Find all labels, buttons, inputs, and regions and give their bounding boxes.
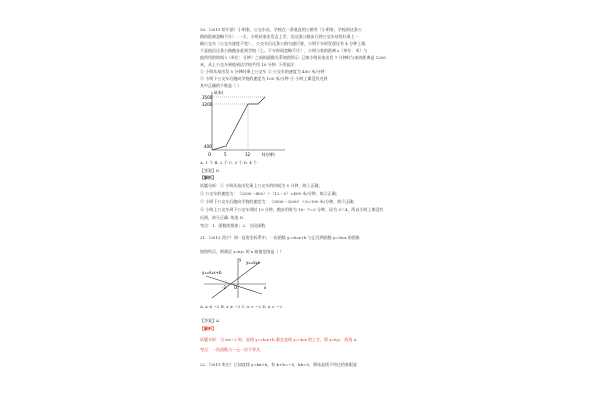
q21-analysis-line: 试题分析：当 x≤−2 时，直线 y₁=k₁x+b 都在直线 y₂=k₂x 的上方，即 y₁≥y₂．故选 A． [200, 337, 361, 342]
q20-line: 辆公交车（公交车速度不变），公交车沿这条公路匀速行驶，小明下车时发现还有 4 分钟上课， [200, 41, 370, 46]
q20-analysis-line: ③ 小明下公交车后跑向学校的速度为：（3500－3200）÷3=100 米/分钟，故③正确； [200, 199, 358, 204]
q20-line: 米，从上公交车到他到达学校共用 10 分钟. 下列说法： [200, 62, 299, 67]
tick-label: 5 [224, 152, 227, 157]
q20-answer: 【答案】D. [200, 168, 221, 173]
q20-line: ① 小明从家出发 5 分钟时乘上公交车 ② 公交车的速度为 400 米/分钟 [200, 69, 325, 74]
q20-line: 20.（2015 哈尔滨）小明家、公交车站、学校在一条笔直的公路旁（小明家、学校到这条公 [200, 27, 362, 32]
origin-label: O [234, 285, 238, 290]
axis-label: s(米) [214, 90, 224, 95]
axis-label: y [239, 257, 242, 262]
q21-line: 如图所示，则满足 y₁≥y₂ 的 x 取值范围是（ ） [200, 249, 284, 254]
axis-label: x [264, 285, 267, 290]
q20-line: 他所用的时间 t（单位：分钟）之间的函数关系如图所示. 已知小明从家出发 7 分钟时与家的距离是 1200 [200, 55, 386, 60]
tick-label: 400 [204, 144, 212, 149]
q21-options: A. x ≤ −2 B. x ≥ −2 C. x < −2 D. x > −2 [200, 304, 282, 309]
line-label: y₁=k₁x+b [202, 270, 222, 275]
axis-label: t(分钟) [262, 152, 275, 157]
tick-label: -2 [222, 285, 226, 290]
tick-label: O [208, 152, 212, 157]
line-label: y₂=k₂x [246, 260, 260, 265]
q20-analysis-line: 试题分析：① 小明从家出发乘上公交车的时间为 5 分钟，故①正确； [200, 183, 323, 188]
document-page [200, 0, 400, 400]
q20-analysis-line: 考点：1．函数的图象；2．分段函数. [200, 223, 267, 228]
q20-line: 其中正确的个数是（ ） [200, 83, 242, 88]
q22-line: 22.（2015 枣庄）已知直线 y=kx+b，若 k+b=−5，kb=5，那该直线不经过的象限是 [200, 362, 358, 367]
q21-function-graph [200, 256, 270, 300]
q20-analysis-line: ② 公交车的速度为：（3200－400）÷（12－5）=400 米/分钟，故②正确； [200, 191, 340, 196]
q20-options: A. 1 个 B. 2 个 C. 3 个 D. 4 个 [200, 160, 258, 165]
q21-answer: 【答案】A. [200, 318, 221, 323]
tick-label: 3500 [202, 95, 213, 100]
q20-line: ③ 小明下公交车后跑向学校的速度为 100 米/分钟 ④ 小明上课没有迟到 [200, 76, 328, 81]
q20-analysis-line: 迟到，故④正确. 故选 D. [200, 215, 245, 220]
tick-label: 3200 [202, 102, 213, 107]
tick-label: 12 [245, 152, 251, 157]
q21-analysis-label: 【解析】 [200, 326, 216, 331]
q20-line: 路的距离忽略不计）. 一天，小明从家出发去上学，沿这条公路步行到公交车站恰好乘上一 [200, 34, 359, 39]
q20-analysis-label: 【解析】 [200, 175, 216, 180]
q20-line: 于是他沿这条公路跑步赶到学校（上、下车时间忽略不计），小明与家的距离 s（单位：米）与 [200, 48, 368, 53]
q21-analysis-line: 考点：一次函数与一元一次不等式. [200, 347, 262, 352]
q21-line: 21.（2015 西宁）同一直角坐标系中，一次函数 y₁=k₁x+b 与正比例函数 y₂=k₂x 的图象 [200, 235, 360, 240]
q20-distance-time-graph [200, 88, 290, 158]
distance-curve [212, 97, 265, 150]
q20-analysis-line: ④ 小明上公交车到下公交车用时 10 分钟，跑步用时为 10－7=3 分钟，因为 3＜4，所以小明上课没有 [200, 207, 384, 212]
